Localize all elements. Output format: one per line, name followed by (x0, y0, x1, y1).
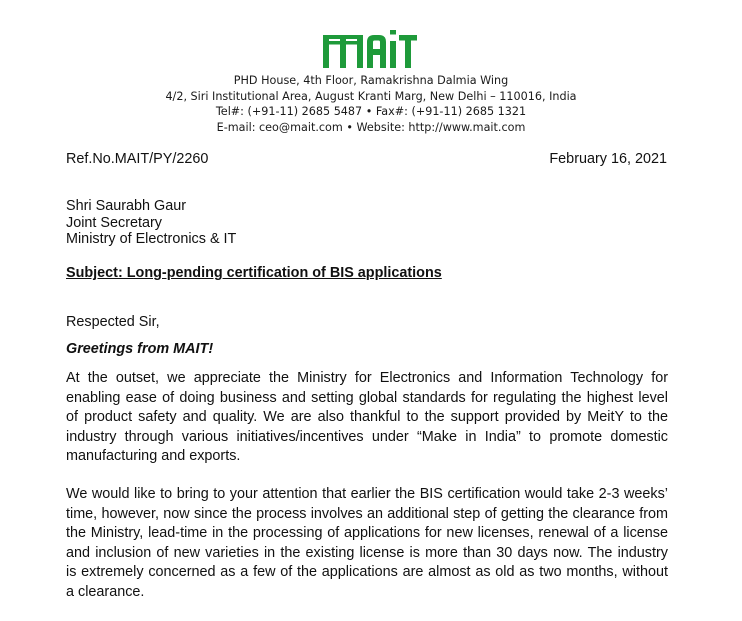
recipient-block (66, 198, 236, 248)
greeting: Greetings from MAIT! (66, 341, 214, 357)
paragraph-line: the Ministry, lead-time in the processing of applications for new licenses, renewal of a license (66, 525, 668, 542)
paragraph-line: manufacturing and exports. (66, 448, 241, 465)
paragraph-line: We would like to bring to your attention that earlier the BIS certification would take 2-3 weeks’ (66, 486, 668, 502)
paragraph-line: enabling ease of doing business and setting global standards for regulating the highest level (66, 389, 668, 406)
subject-line: Subject: Long-pending certification of BIS applications (66, 265, 442, 281)
paragraph-2 (66, 485, 668, 603)
paragraph-line: of product safety and quality. We are also thankful to the support provided by MeitY to the (66, 409, 668, 426)
recipient-name: Shri Saurabh Gaur (66, 198, 186, 214)
letterhead-address (0, 73, 742, 135)
address-line-1: PHD House, 4th Floor, Ramakrishna Dalmia Wing (233, 74, 509, 87)
paragraph-1 (66, 369, 668, 467)
mait-logo (323, 30, 417, 68)
recipient-organization: Ministry of Electronics & IT (66, 231, 237, 247)
recipient-title: Joint Secretary (66, 214, 162, 231)
paragraph-line: is extremely concerned as a few of the applications are almost as old as two months, without (66, 564, 668, 581)
contact-line: Tel#: (+91-11) 2685 5487 • Fax#: (+91-11) 2685 1321 (215, 105, 527, 118)
address-line-2: 4/2, Siri Institutional Area, August Kranti Marg, New Delhi – 110016, India (165, 89, 577, 103)
paragraph-line: industry through various initiatives/incentives under “Make in India” to promote domestic (66, 428, 668, 445)
paragraph-line: and inclusion of new varieties in the existing license is more than 30 days now. The industry (66, 544, 668, 561)
paragraph-line: a clearance. (66, 583, 145, 600)
salutation: Respected Sir, (66, 314, 160, 330)
paragraph-line: time, however, now since the process involves an additional step of getting the clearance from (66, 505, 668, 522)
reference-number: Ref.No.MAIT/PY/2260 (66, 151, 209, 167)
email-website-line: E-mail: ceo@mait.com • Website: http://www.mait.com (216, 120, 526, 134)
paragraph-line: At the outset, we appreciate the Ministry for Electronics and Information Technology for (66, 370, 668, 386)
letter-date: February 16, 2021 (549, 151, 667, 167)
